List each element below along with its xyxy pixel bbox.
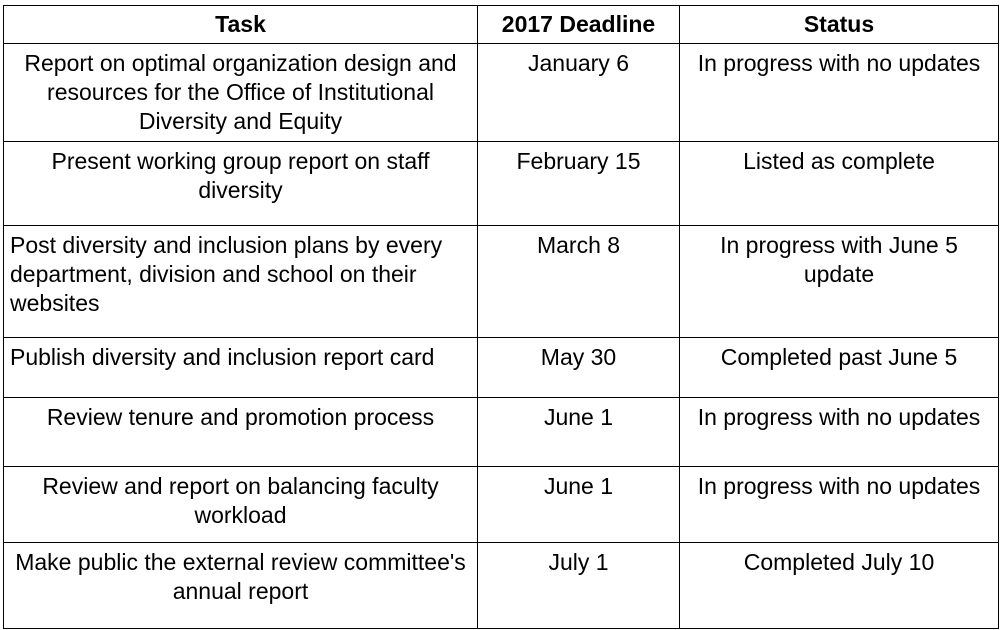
task-cell: Report on optimal organization design and resources for the Office of Institutional Diversity and Equity: [4, 44, 478, 142]
header-status: Status: [680, 6, 999, 44]
task-cell: Make public the external review committee's annual report: [4, 543, 478, 629]
deadline-cell: June 1: [478, 398, 680, 467]
deadline-cell: February 15: [478, 142, 680, 226]
task-cell: Review tenure and promotion process: [4, 398, 478, 467]
table-row: [4, 467, 999, 543]
status-cell: Completed past June 5: [680, 338, 999, 398]
deadline-status-table: [3, 5, 999, 629]
header-task: Task: [4, 6, 478, 44]
status-cell: In progress with no updates: [680, 398, 999, 467]
table-row: [4, 543, 999, 629]
deadline-cell: March 8: [478, 226, 680, 338]
table-row: [4, 226, 999, 338]
task-cell: Present working group report on staff diversity: [4, 142, 478, 226]
table-row: [4, 142, 999, 226]
task-cell: Post diversity and inclusion plans by every department, division and school on their websites: [4, 226, 478, 338]
table-row: [4, 44, 999, 142]
deadline-cell: May 30: [478, 338, 680, 398]
status-cell: In progress with no updates: [680, 44, 999, 142]
deadline-cell: July 1: [478, 543, 680, 629]
header-row: [4, 6, 999, 44]
status-cell: In progress with June 5 update: [680, 226, 999, 338]
deadline-cell: January 6: [478, 44, 680, 142]
table-row: [4, 338, 999, 398]
status-cell: Completed July 10: [680, 543, 999, 629]
status-cell: In progress with no updates: [680, 467, 999, 543]
status-cell: Listed as complete: [680, 142, 999, 226]
task-cell: Review and report on balancing faculty workload: [4, 467, 478, 543]
task-cell: Publish diversity and inclusion report card: [4, 338, 478, 398]
header-deadline: 2017 Deadline: [478, 6, 680, 44]
deadline-cell: June 1: [478, 467, 680, 543]
table-row: [4, 398, 999, 467]
